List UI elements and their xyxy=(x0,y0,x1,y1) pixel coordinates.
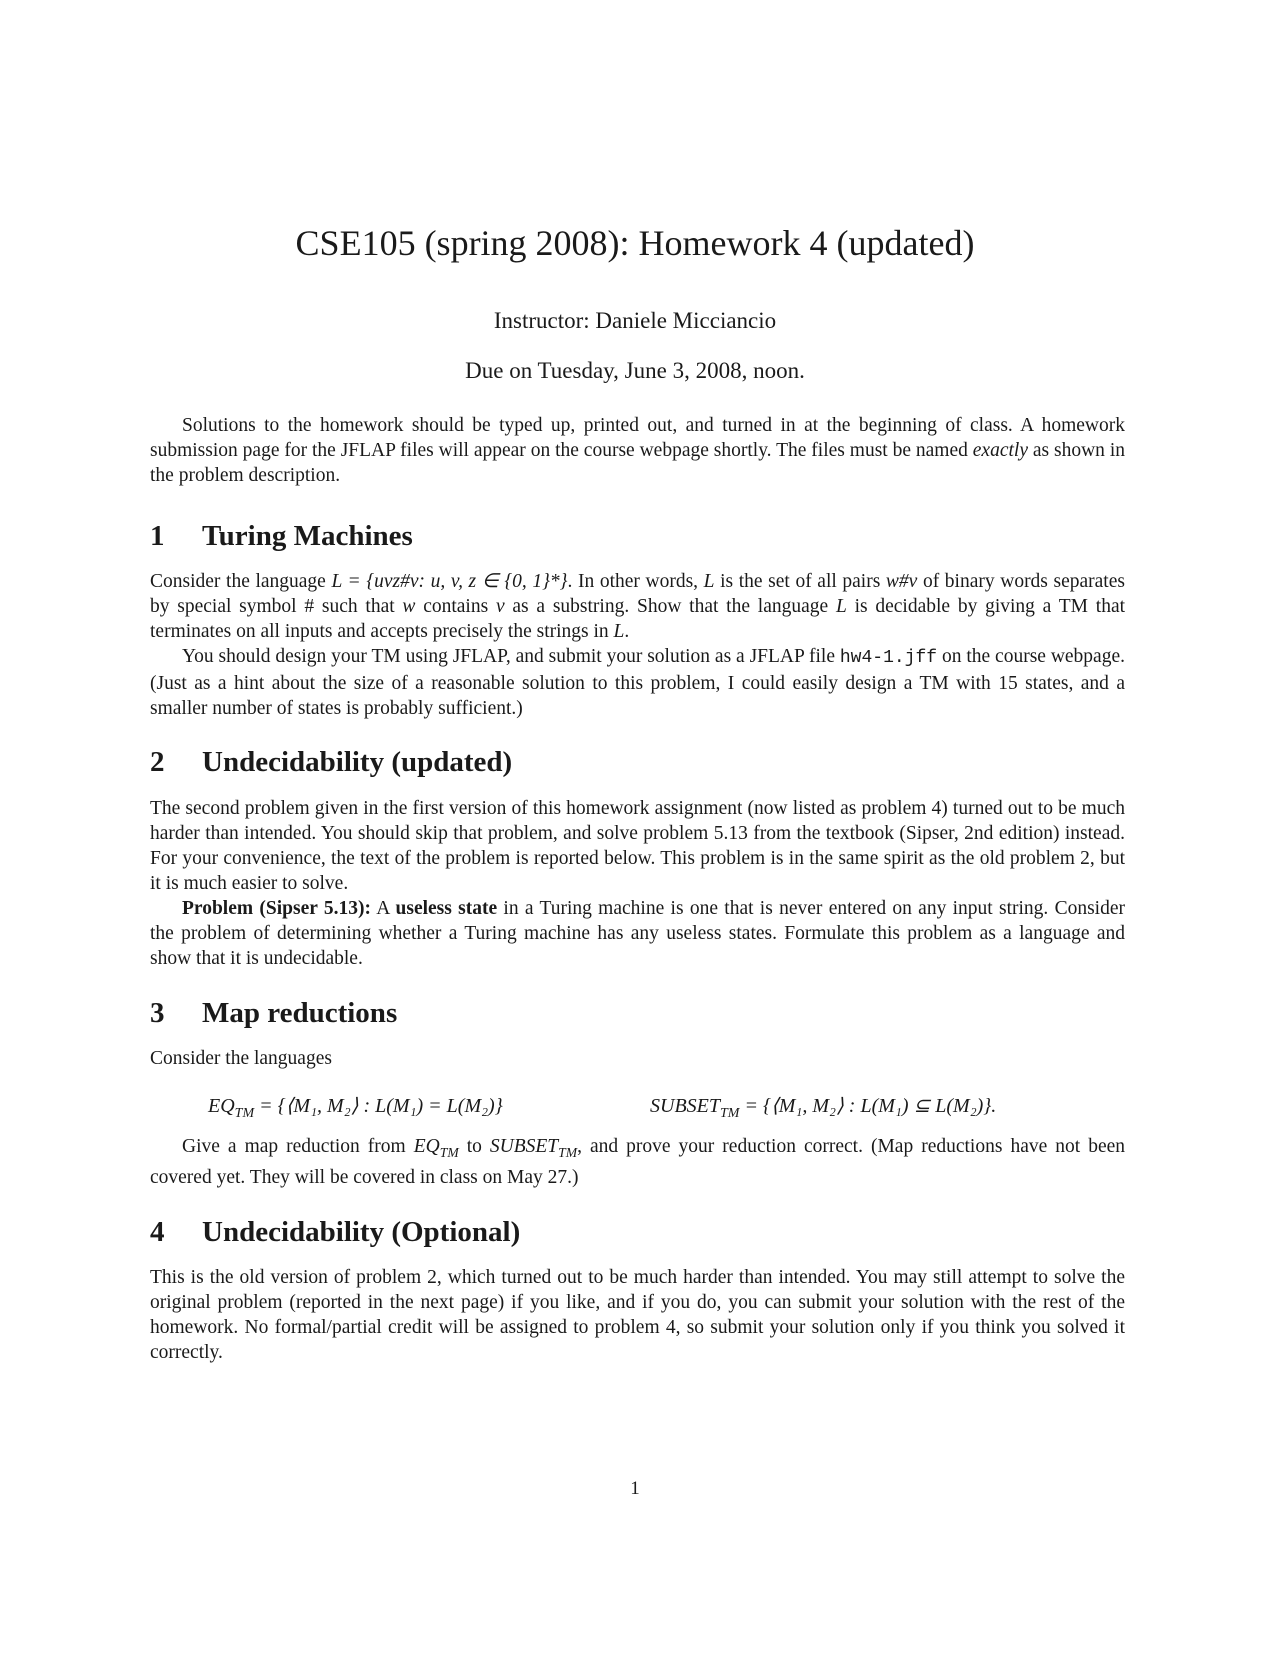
section-4-heading: 4 Undecidability (Optional) xyxy=(150,1216,521,1248)
due-date-line: Due on Tuesday, June 3, 2008, noon. xyxy=(465,358,805,383)
subset-tm-definition: $SUBSET_{TM}$ = {⟨M₁, M₂⟩ : L(M₁) ⊆ L(M₂)}. xyxy=(650,1095,997,1121)
page-number: 1 xyxy=(630,1478,640,1499)
section-2-body: The second problem given in the first version of this homework assignment (now listed as problem 4) turned out to be much harder than intended. You should skip that problem, and solve problem 5.13 from the textbook (Sipser, 2nd edition) instead. For your convenience, the text of the problem is reported below. This problem is in the same spirit as the old problem 2, but it is much easier to solve. Problem (Sipser 5.13): A useless state in a Turing machine is one that is never entered on any input string. Consider the problem of determining whether a Turing machine has any useless states. Formulate this problem as a language and show that it is undecidable. xyxy=(150,798,1125,969)
useless-state-term: useless state xyxy=(395,898,498,919)
section-4-body: This is the old version of problem 2, which turned out to be much harder than intended. You may still attempt to solve the original problem (reported in the next page) if you like, and if you do, you can submit your solution with the rest of the homework. No formal/partial credit will be assigned to problem 4, so submit your solution only if you think you solved it correctly. xyxy=(150,1267,1125,1363)
section-3-body: Give a map reduction from $EQ_{TM}$ to $SUBSET_{TM}$, and prove your reduction correct. (Map reductions have not been covered yet. They will be covered in class on May 27.) xyxy=(150,1136,1126,1188)
problem-label: Problem (Sipser 5.13): xyxy=(182,898,371,919)
section-1-body: Consider the language L = {uvz#v: u, v, z ∈ {0, 1}*}. In other words, L is the set of all pairs w#v of binary words separates by special symbol # such that w contains v as a substring. Show that the language L is decidable by giving a TM that terminates on all inputs and accepts precisely the strings in L. You should design your TM using JFLAP, and submit your solution as a JFLAP file hw4-1.jff on the course webpage. (Just as a hint about the size of a reasonable solution to this problem, I could easily design a TM with 15 states, and a smaller number of states is probably sufficient.) xyxy=(150,571,1126,719)
section-3-heading: 3 Map reductions xyxy=(150,997,398,1029)
eq-tm-definition: $EQ_{TM}$ = {⟨M₁, M₂⟩ : L(M₁) = L(M₂)} xyxy=(208,1095,503,1121)
intro-paragraph: Solutions to the homework should be typed up, printed out, and turned in at the beginning of class. A homework submission page for the JFLAP files will appear on the course webpage shortly. The files must be named exactly as shown in the problem description. xyxy=(150,415,1125,486)
instructor-line: Instructor: Daniele Micciancio xyxy=(493,308,777,333)
language-definition: L = {uvz#v: u, v, z ∈ {0, 1}*} xyxy=(331,571,568,592)
section-1-heading: 1 Turing Machines xyxy=(150,520,413,552)
document-title: CSE105 (spring 2008): Homework 4 (updated) xyxy=(295,223,975,263)
section-2-heading: 2 Undecidability (updated) xyxy=(150,746,513,778)
jflap-filename: hw4-1.jff xyxy=(839,648,938,668)
emphasis-exactly: exactly xyxy=(972,440,1028,461)
section-3-intro: Consider the languages xyxy=(150,1048,332,1069)
